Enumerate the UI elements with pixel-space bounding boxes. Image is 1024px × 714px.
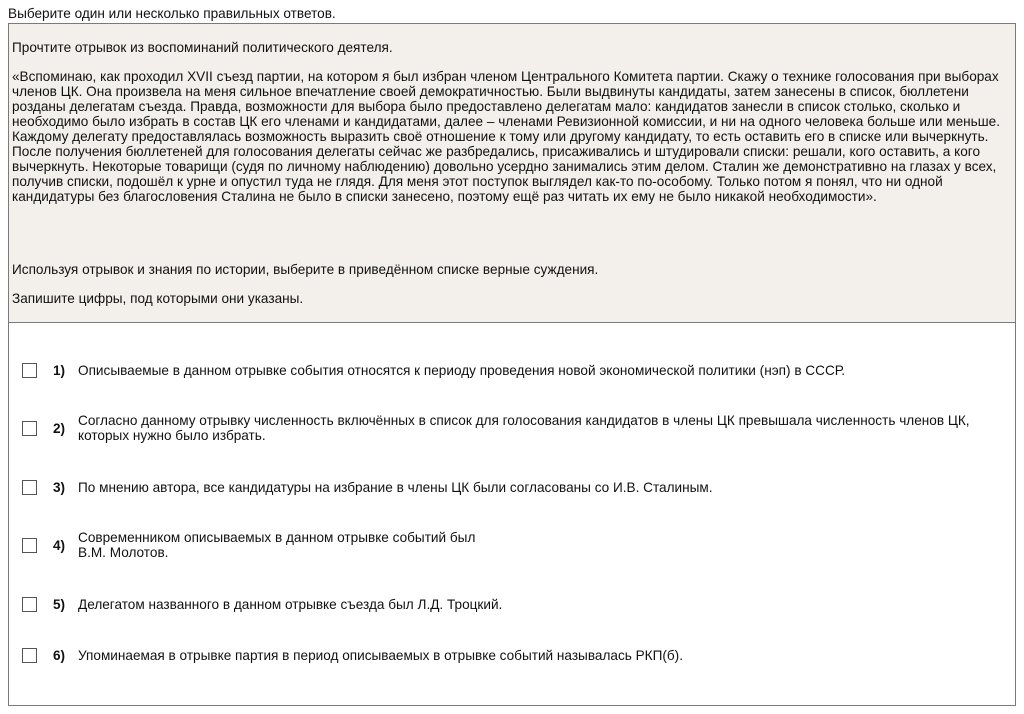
option-text-line1: Современником описываемых в данном отрывке событий был	[78, 530, 476, 545]
option-number: 3)	[53, 479, 66, 495]
option-4[interactable]	[9, 528, 1015, 562]
task-instruction-answer-format: Запишите цифры, под которыми они указаны.	[12, 291, 304, 306]
option-number: 1)	[53, 362, 66, 378]
task-instruction: Используя отрывок и знания по истории, выберите в приведённом списке верные суждения.	[12, 262, 599, 277]
checkbox-option-4[interactable]	[22, 538, 37, 553]
checkbox-option-6[interactable]	[22, 648, 37, 663]
checkbox-option-1[interactable]	[22, 363, 37, 378]
answer-options	[9, 323, 1015, 705]
option-number: 4)	[53, 537, 66, 553]
option-number: 6)	[53, 647, 66, 663]
task-container	[8, 23, 1016, 706]
option-text: Согласно данному отрывку численность включённых в список для голосования кандидатов в члены ЦК превышала численность членов ЦК, которых нужно было избрать.	[78, 413, 970, 443]
option-text: Описываемые в данном отрывке события относятся к периоду проведения новой экономической политики (нэп) в СССР.	[78, 362, 846, 378]
option-text: Делегатом названного в данном отрывке съезда был Л.Д. Троцкий.	[78, 596, 503, 612]
passage-panel	[9, 24, 1015, 323]
checkbox-option-5[interactable]	[22, 597, 37, 612]
option-text-line2: В.М. Молотов.	[78, 545, 169, 560]
option-text: Упоминаемая в отрывке партия в период описываемых в отрывке событий называлась РКП(б).	[78, 647, 683, 663]
option-text	[78, 530, 1005, 560]
option-2[interactable]	[9, 411, 1015, 445]
instruction-text: Выберите один или несколько правильных ответов.	[8, 6, 336, 21]
option-1[interactable]	[9, 353, 1015, 387]
option-text: По мнению автора, все кандидатуры на избрание в члены ЦК были согласованы со И.В. Сталиным.	[78, 479, 713, 495]
option-number: 5)	[53, 596, 66, 612]
passage-quote: «Вспоминаю, как проходил XVII съезд партии, на котором я был избран членом Центрального Комитета партии. Скажу о технике голосования при выборах членов ЦК. Она произвела на меня сильное впечатление своей демократичностью. Были выдвинуты кандидаты, затем занесены в список, бюллетени розданы делегатам съезда. Правда, возможности для выбора было предоставлено делегатам мало: кандидатов занесли в список столько, сколько и необходимо было избрать в состав ЦК его членами и кандидатами, далее – членами Ревизионной комиссии, и ни на одного человека больше или меньше. Каждому делегату предоставлялась возможность выразить своё отношение к тому или другому кандидату, то есть оставить его в списке или вычеркнуть. После получения бюллетеней для голосования делегаты сейчас же разбредались, присаживались и штудировали списки: решали, кого оставить, а кого вычеркнуть. Некоторые товарищи (судя по личному наблюдению) довольно усердно занимались этим делом. Сталин же демонстративно на глазах у всех, получив списки, подошёл к урне и опустил туда не глядя. Для меня этот поступок выглядел как-то по-особому. Только потом я понял, что ни одной кандидатуры без благословения Сталина не было в списки занесено, поэтому ещё раз читать их ему не было никакой необходимости».	[12, 69, 1001, 204]
checkbox-option-2[interactable]	[22, 421, 37, 436]
option-number: 2)	[53, 420, 66, 436]
passage-intro: Прочтите отрывок из воспоминаний политического деятеля.	[12, 40, 393, 55]
option-5[interactable]	[9, 587, 1015, 621]
option-6[interactable]	[9, 638, 1015, 672]
option-3[interactable]	[9, 470, 1015, 504]
checkbox-option-3[interactable]	[22, 480, 37, 495]
